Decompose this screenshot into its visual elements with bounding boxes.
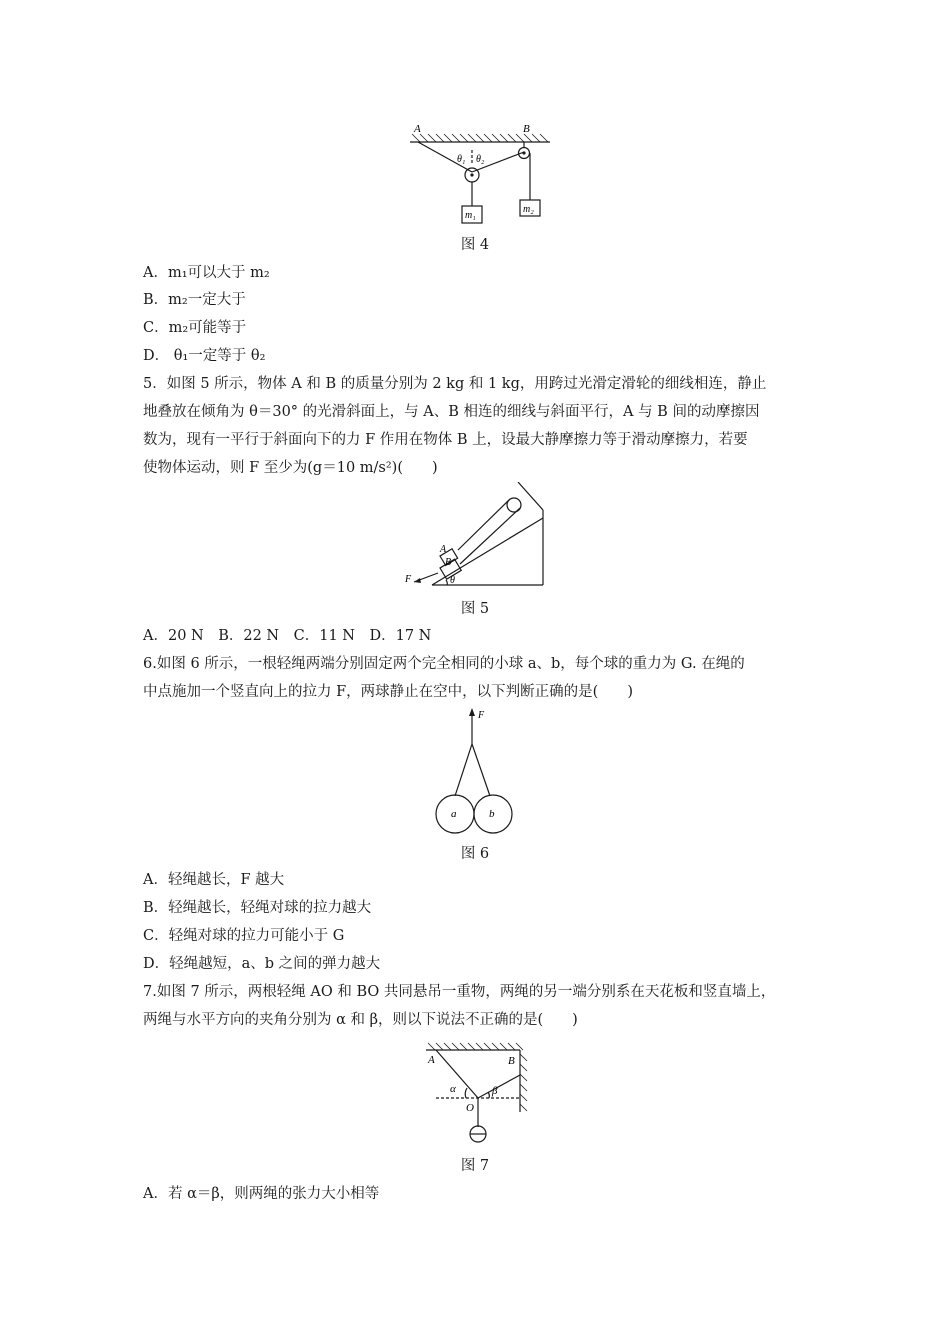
fig4-label-theta1: θ₁ — [457, 154, 466, 165]
figure-5-caption: 图 5 — [460, 601, 490, 617]
fig4-label-theta2: θ₂ — [476, 154, 485, 165]
q6-option-c: C．轻绳对球的拉力可能小于 G — [143, 928, 345, 944]
fig4-label-A: A — [414, 123, 421, 135]
q5-options: A．20 N B．22 N C．11 N D．17 N — [143, 628, 432, 644]
q6-option-a: A．轻绳越长，F 越大 — [143, 872, 285, 888]
figure-4 — [400, 120, 560, 230]
fig7-label-beta: β — [492, 1085, 498, 1097]
q6-option-d: D．轻绳越短，a、b 之间的弹力越大 — [143, 956, 381, 972]
fig7-label-O: O — [466, 1102, 474, 1114]
q7-line-1: 7.如图 7 所示，两根轻绳 AO 和 BO 共同悬吊一重物，两绳的另一端分别系在天花板和竖直墙上， — [143, 984, 776, 1000]
fig7-label-A: A — [428, 1054, 435, 1066]
fig7-label-alpha: α — [450, 1083, 456, 1095]
q6-line-1: 6.如图 6 所示，一根轻绳两端分别固定两个完全相同的小球 a、b，每个球的重力为 G. 在绳的 — [143, 656, 745, 672]
fig4-label-m1: m₁ — [465, 210, 476, 221]
fig7-label-B: B — [508, 1055, 515, 1067]
q6-line-2: 中点施加一个竖直向上的拉力 F，两球静止在空中，以下判断正确的是( ) — [143, 684, 633, 700]
q4-option-a: A．m₁可以大于 m₂ — [143, 265, 270, 281]
figure-5 — [400, 482, 560, 592]
fig5-label-F: F — [405, 574, 412, 585]
q5-line-1: 5．如图 5 所示，物体 A 和 B 的质量分别为 2 kg 和 1 kg，用跨过光滑定滑轮的细线相连，静止 — [143, 376, 767, 392]
fig4-label-m2: m₂ — [523, 204, 534, 215]
q7-option-a: A．若 α＝β，则两绳的张力大小相等 — [143, 1186, 380, 1202]
fig6-label-F: F — [478, 710, 485, 721]
q4-option-d: D． θ₁一定等于 θ₂ — [143, 348, 266, 364]
fig5-label-theta: θ — [450, 575, 455, 586]
fig6-label-a: a — [451, 808, 457, 820]
q7-line-2: 两绳与水平方向的夹角分别为 α 和 β，则以下说法不正确的是( ) — [143, 1012, 578, 1028]
q4-option-c: C．m₂可能等于 — [143, 320, 247, 336]
figure-6-caption: 图 6 — [460, 846, 490, 862]
q4-option-b: B．m₂一定大于 — [143, 292, 246, 308]
q6-option-b: B．轻绳越长，轻绳对球的拉力越大 — [143, 900, 372, 916]
figure-7-caption: 图 7 — [460, 1158, 490, 1174]
fig5-label-B: B — [445, 557, 452, 568]
figure-6 — [420, 706, 530, 836]
figure-4-caption: 图 4 — [460, 237, 490, 253]
q5-line-4: 使物体运动，则 F 至少为(g＝10 m/s²)( ) — [143, 460, 438, 476]
figure-7 — [420, 1040, 535, 1150]
fig5-label-A: A — [440, 544, 447, 555]
fig6-label-b: b — [489, 808, 495, 820]
q5-line-2: 地叠放在倾角为 θ＝30° 的光滑斜面上，与 A、B 相连的细线与斜面平行，A 与 B 间的动摩擦因 — [143, 404, 760, 420]
fig4-label-B: B — [523, 123, 530, 135]
q5-line-3: 数为，现有一平行于斜面向下的力 F 作用在物体 B 上，设最大静摩擦力等于滑动摩擦力，若要 — [143, 432, 748, 448]
